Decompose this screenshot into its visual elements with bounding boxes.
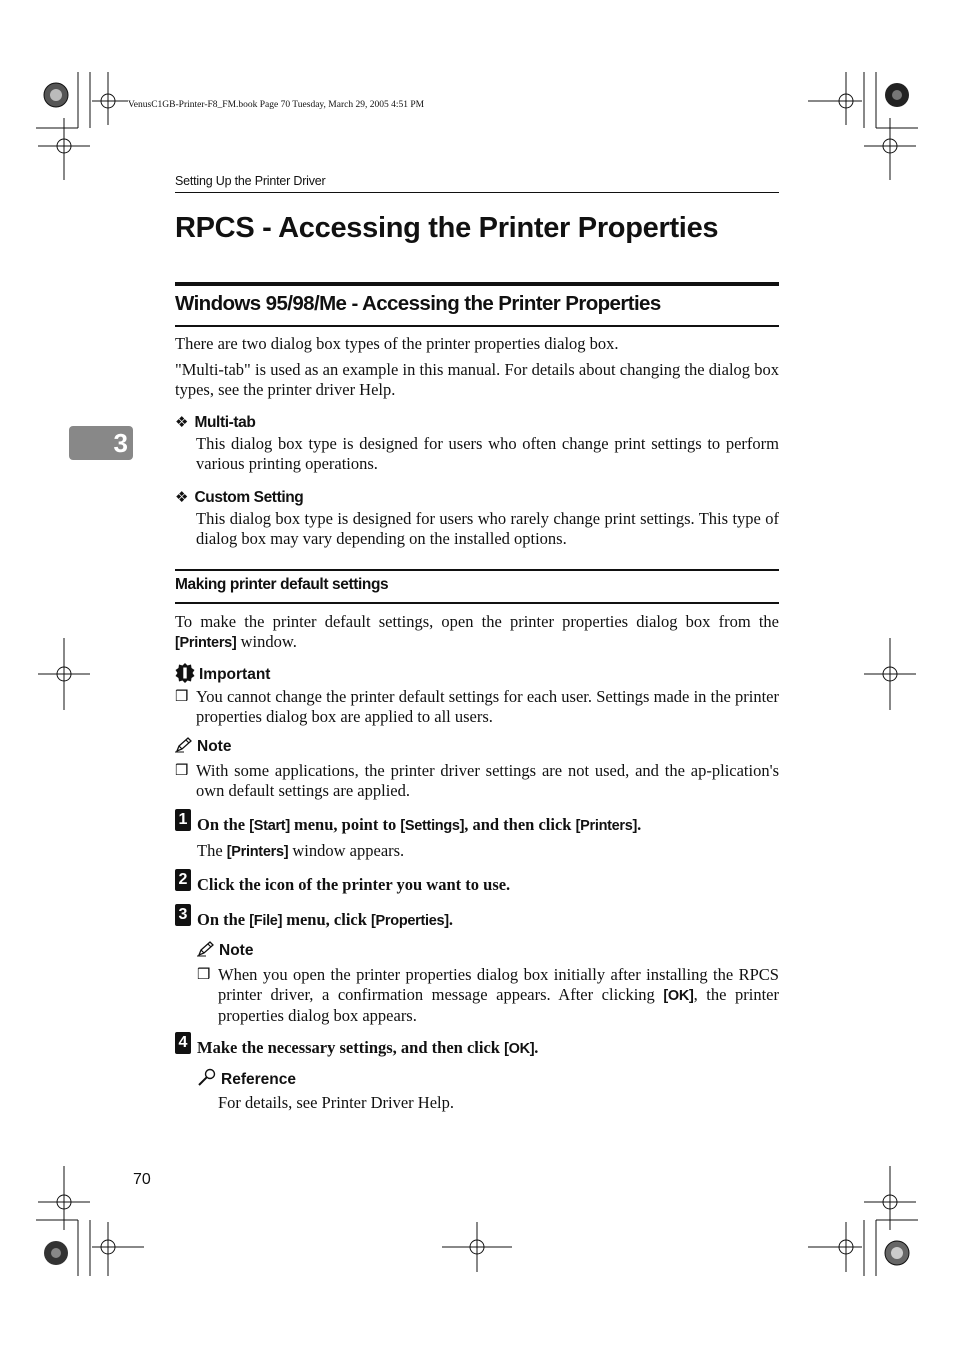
step-4-text	[197, 1038, 538, 1058]
header-rule	[175, 192, 779, 193]
step-1-number: 1	[175, 809, 191, 831]
important-text: You cannot change the printer default settings for each user. Settings made in the printer properties dialog box are applied to all users.	[196, 687, 779, 726]
printers-ui-label: [Printers]	[575, 818, 638, 834]
reference-text: For details, see Printer Driver Help.	[218, 1093, 454, 1112]
multitab-heading: Multi-tab	[194, 414, 256, 431]
step-1-result	[197, 841, 404, 863]
step-3-note-heading-row	[197, 941, 253, 960]
intro-paragraph-1: There are two dialog box types of the printer properties dialog box.	[175, 334, 619, 353]
checkbox-bullet-icon: ❒	[197, 965, 211, 983]
running-header: Setting Up the Printer Driver	[175, 174, 326, 188]
multitab-description: This dialog box type is designed for users who often change print settings to perform various printing operations.	[196, 434, 779, 473]
step-text-part: .	[637, 815, 642, 834]
step-text-part: .	[448, 910, 453, 929]
multitab-heading-row	[175, 413, 255, 432]
step-3-note-text	[218, 965, 779, 1026]
step-4-number: 4	[175, 1032, 191, 1054]
step-text-part: On the	[197, 815, 250, 834]
note-heading-row	[175, 737, 231, 756]
step-text-part: Make the necessary settings, and then click	[197, 1038, 505, 1057]
step-text-part: On the	[197, 910, 250, 929]
intro-paragraph-2: "Multi-tab" is used as an example in this manual. For details about changing the dialog box types, see the printer driver Help.	[175, 360, 779, 399]
diamond-bullet-icon: ❖	[175, 488, 189, 506]
step-text-part: , and then click	[464, 815, 576, 834]
file-info: VenusC1GB-Printer-F8_FM.book Page 70 Tuesday, March 29, 2005 4:51 PM	[128, 100, 425, 110]
note-text-part: When you open the printer properties dialog box initially after installing the RPCS printer driver, a confirmation message appears. After clicking	[218, 965, 779, 1004]
note-label: Note	[219, 942, 254, 959]
file-ui-label: [File]	[249, 913, 283, 929]
subsection-title: Making printer default settings	[175, 576, 389, 593]
step-3-number: 3	[175, 904, 191, 926]
step-2-number: 2	[175, 869, 191, 891]
important-label: Important	[199, 666, 271, 683]
printers-ui-label: [Printers]	[175, 634, 237, 651]
custom-heading-row	[175, 488, 303, 507]
step-text-part: menu, point to	[289, 815, 401, 834]
pencil-icon	[175, 737, 193, 753]
settings-ui-label: [Settings]	[400, 818, 465, 834]
step-1-text	[197, 815, 641, 835]
step-text-part: .	[534, 1038, 539, 1057]
important-icon	[175, 663, 195, 683]
checkbox-bullet-icon: ❒	[175, 761, 189, 779]
ok-ui-label: [OK]	[504, 1041, 535, 1057]
step-3-text	[197, 910, 453, 930]
step-result-part: window appears.	[288, 841, 405, 860]
subsection-top-rule	[175, 569, 779, 571]
important-heading-row	[175, 663, 270, 684]
magnifier-icon	[197, 1068, 217, 1086]
reference-label: Reference	[221, 1071, 296, 1088]
start-ui-label: [Start]	[249, 818, 290, 834]
note-text: With some applications, the printer driver settings are not used, and the ap-plication's own default settings are applied.	[196, 761, 779, 800]
default-settings-paragraph	[175, 612, 779, 653]
note-text-part: , the printer properties dialog box appears.	[218, 984, 779, 1025]
checkbox-bullet-icon: ❒	[175, 687, 189, 705]
step-result-part: The	[197, 841, 227, 860]
ok-ui-label: [OK]	[663, 987, 694, 1004]
page-title: RPCS - Accessing the Printer Properties	[175, 212, 719, 244]
custom-setting-description: This dialog box type is designed for users who rarely change print settings. This type of dialog box may vary depending on the installed options.	[196, 509, 779, 548]
subsection-bottom-rule	[175, 602, 779, 604]
chapter-tab	[69, 426, 133, 460]
custom-setting-heading: Custom Setting	[194, 489, 304, 506]
default-text-b: window.	[236, 631, 297, 651]
diamond-bullet-icon: ❖	[175, 413, 189, 431]
default-text-a: To make the printer default settings, open the printer properties dialog box from the	[175, 612, 779, 631]
step-text-part: menu, click	[282, 910, 372, 929]
chapter-number: 3	[113, 428, 128, 458]
step-2-text: Click the icon of the printer you want to use.	[197, 875, 511, 894]
section-top-rule	[175, 282, 779, 286]
page-number: 70	[133, 1171, 151, 1188]
pencil-icon	[197, 941, 215, 957]
properties-ui-label: [Properties]	[371, 913, 449, 929]
section-bottom-rule	[175, 325, 779, 327]
reference-heading-row	[197, 1068, 296, 1089]
printers-ui-label: [Printers]	[226, 844, 289, 860]
note-label: Note	[197, 738, 232, 755]
section-title: Windows 95/98/Me - Accessing the Printer Properties	[175, 292, 661, 315]
